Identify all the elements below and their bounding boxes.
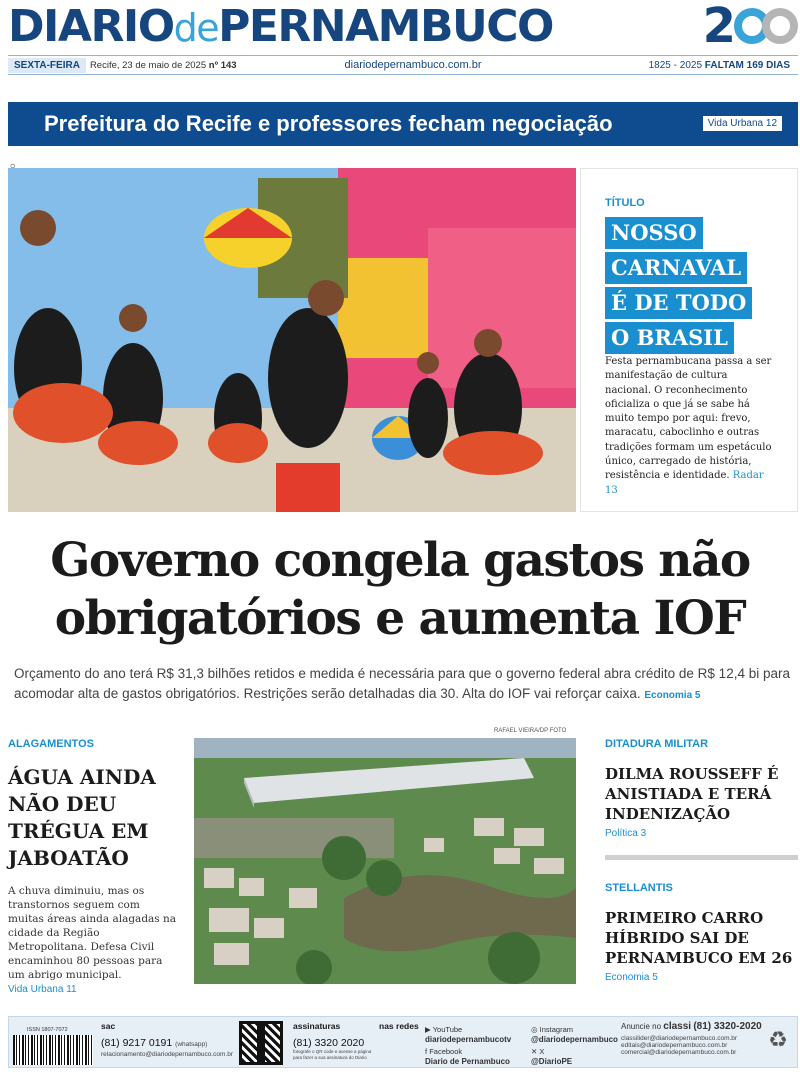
banner-section-ref: Vida Urbana 12	[703, 116, 782, 131]
title-diario: DIARIO	[8, 1, 174, 52]
facebook-label: Facebook	[429, 1047, 463, 1056]
carnival-summary-text: Festa pernambucana passa a ser manifestação de cultura nacional. O reconhecimento oficializa o que já se sabe há muito tempo por aqui: frevo, maracatu, caboclinho e outras tradições formam um espetáculo único, carregado de história, resistência e identidade.	[605, 356, 772, 482]
classifieds-contact	[621, 1021, 771, 1056]
subscription-qr-code[interactable]	[239, 1021, 283, 1065]
main-subhead-text: Orçamento do ano terá R$ 31,3 bilhões retidos e medida é necessária para que o governo federal abra crédito de R$ 12,4 bi para acomodar alta de gastos obrigatórios. Restrições serão detalhadas dia 30. Alta do IOF vai reforçar caixa.	[14, 666, 790, 701]
carnival-page-ref[interactable]: Radar 13	[605, 470, 764, 496]
stellantis-page-ref[interactable]: Economia 5	[605, 972, 658, 983]
carnival-kicker: TÍTULO	[605, 197, 645, 209]
main-headline-line2: obrigatórios e aumenta IOF	[54, 591, 746, 646]
flood-page-ref[interactable]: Vida Urbana 11	[8, 984, 77, 995]
instagram-handle: @diariodepernambuco	[531, 1035, 618, 1044]
footer-contact-bar	[8, 1016, 798, 1068]
instagram-label: Instagram	[539, 1025, 573, 1034]
youtube-link[interactable]	[425, 1025, 511, 1045]
edition-info-bar	[8, 55, 798, 75]
edition-number: nº 143	[208, 59, 237, 71]
carnival-headline-line: CARNAVAL	[605, 252, 747, 284]
flood-story[interactable]	[8, 738, 178, 995]
carnival-photo[interactable]	[8, 168, 576, 512]
youtube-handle: diariodepernambucotv	[425, 1035, 512, 1044]
flood-photo-illustration	[194, 738, 576, 984]
carnival-headline-line: O BRASIL	[605, 322, 734, 354]
flood-headline[interactable]: ÁGUA AINDA NÃO DEU TRÉGUA EM JABOATÃO	[8, 765, 156, 870]
masthead	[8, 2, 798, 52]
x-handle: @DiarioPE	[531, 1057, 573, 1066]
main-page-ref[interactable]: Economia 5	[644, 690, 701, 701]
subscription-label: assinaturas	[293, 1021, 341, 1031]
banner-headline[interactable]: Prefeitura do Recife e professores fecham negociação	[44, 111, 613, 136]
title-de: de	[173, 6, 219, 50]
logo-digit-two: 2	[702, 0, 736, 54]
editais-email[interactable]: editais@diariodepernambuco.com.br	[621, 1042, 728, 1049]
anniversary-info	[649, 60, 790, 71]
anniversary-200-logo	[702, 0, 798, 54]
main-subhead	[14, 664, 794, 706]
x-icon: ✕	[531, 1047, 538, 1056]
main-headline-line1: Governo congela gastos não	[50, 533, 750, 588]
classi-phone[interactable]: (81) 3320-2020	[693, 1021, 762, 1032]
instagram-icon: ◎	[531, 1025, 538, 1034]
countdown-text: FALTAM 169 DIAS	[704, 59, 790, 71]
facebook-icon: f	[425, 1047, 428, 1056]
title-pernambuco: PERNAMBUCO	[218, 1, 553, 52]
carnival-headline-line: NOSSO	[605, 217, 703, 249]
website-link[interactable]: diariodepernambuco.com.br	[344, 59, 482, 71]
carnival-summary	[605, 355, 775, 498]
stellantis-headline[interactable]: PRIMEIRO CARRO HÍBRIDO SAI DE PERNAMBUCO EM 26	[605, 909, 793, 967]
flood-aerial-photo[interactable]	[194, 738, 576, 984]
stellantis-story[interactable]	[605, 882, 798, 983]
newspaper-title[interactable]	[8, 2, 798, 53]
classifieds-line	[621, 1021, 771, 1032]
classi-label: classi	[663, 1021, 692, 1032]
barcode	[13, 1035, 93, 1065]
facebook-handle: Diario de Pernambuco	[425, 1057, 510, 1066]
x-link[interactable]	[531, 1047, 572, 1067]
sac-contact	[101, 1021, 233, 1058]
facebook-link[interactable]	[425, 1047, 510, 1067]
carnival-photo-illustration	[8, 168, 576, 512]
subscription-note: fotografe o QR code e acesse a página para fazer a sua assinatura do Diario	[293, 1049, 372, 1060]
social-label: nas redes	[379, 1021, 419, 1031]
flood-kicker: ALAGAMENTOS	[8, 738, 94, 750]
social-label-box	[379, 1021, 419, 1031]
logo-ring-gray	[762, 8, 798, 44]
weekday-badge: SEXTA-FEIRA	[8, 58, 86, 73]
stellantis-kicker: STELLANTIS	[605, 882, 673, 894]
sac-email[interactable]: relacionamento@diariodepernambuco.com.br	[101, 1051, 233, 1058]
anuncie-label: Anuncie no	[621, 1022, 662, 1031]
comercial-email[interactable]: comercial@diariodepernambuco.com.br	[621, 1049, 737, 1056]
carnival-headline[interactable]	[605, 217, 752, 357]
youtube-label: YouTube	[432, 1025, 463, 1034]
sac-label: sac	[101, 1021, 116, 1031]
x-label: X	[539, 1047, 545, 1056]
issn-label: ISSN 1807-7072	[27, 1027, 68, 1033]
dictatorship-page-ref[interactable]: Política 3	[605, 828, 647, 839]
flood-summary: A chuva diminuiu, mas os transtornos seguem com muitas áreas ainda alagadas na cidade da Região Metropolitana. Defesa Civil encaminhou 80 pessoas para um abrigo municipal.	[8, 885, 177, 981]
dictatorship-story[interactable]	[605, 738, 798, 839]
subscription-phone[interactable]: (81) 3320 2020	[293, 1037, 365, 1049]
carnival-story[interactable]	[580, 168, 798, 512]
column-divider	[605, 855, 798, 860]
classi-email[interactable]: classilider@diariodepernambuco.com.br	[621, 1035, 738, 1042]
sac-phone[interactable]: (81) 9217 0191	[101, 1037, 173, 1049]
subscription-contact	[293, 1021, 377, 1060]
instagram-link[interactable]	[531, 1025, 618, 1045]
date-text: Recife, 23 de maio de 2025	[89, 59, 207, 71]
edition-date	[90, 60, 237, 71]
sac-phone-line	[101, 1037, 233, 1049]
sac-note: (whatsapp)	[175, 1041, 208, 1048]
recycle-icon: ♻	[768, 1027, 788, 1052]
main-headline[interactable]	[0, 532, 800, 648]
carnival-headline-line: É DE TODO	[605, 287, 752, 319]
flood-photo-credit: RAFAEL VIEIRA/DP FOTO	[494, 728, 567, 734]
top-story-banner[interactable]	[8, 102, 798, 146]
dictatorship-kicker: DITADURA MILITAR	[605, 738, 709, 750]
dictatorship-headline[interactable]: DILMA ROUSSEFF É ANISTIADA E TERÁ INDENIZAÇÃO	[605, 765, 779, 823]
youtube-icon: ▶	[425, 1025, 431, 1034]
years-range: 1825 - 2025	[648, 59, 703, 71]
